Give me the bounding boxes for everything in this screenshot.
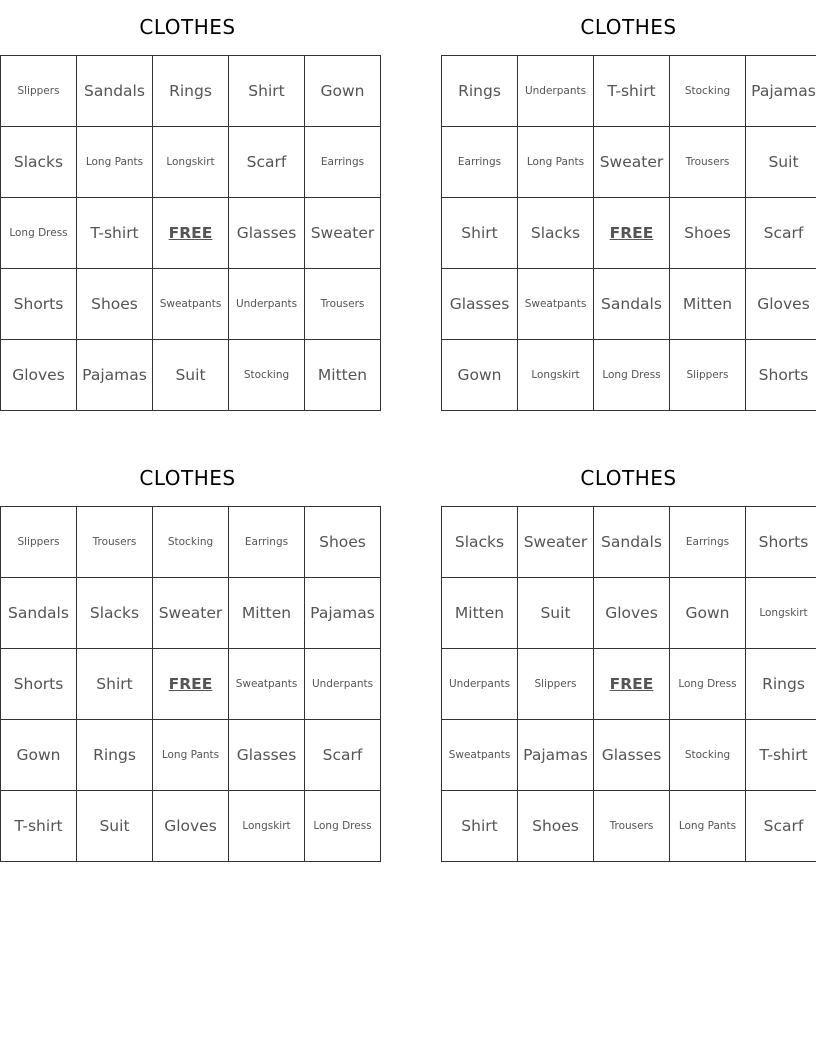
bingo-cell: T-shirt: [1, 791, 77, 862]
bingo-cell: Shirt: [442, 198, 518, 269]
bingo-card-2: [441, 0, 816, 411]
bingo-cell: Rings: [442, 56, 518, 127]
bingo-cell: Underpants: [442, 649, 518, 720]
bingo-cell: Shorts: [1, 269, 77, 340]
bingo-cell: Sandals: [594, 507, 670, 578]
bingo-cell: Pajamas: [77, 340, 153, 411]
bingo-cell: Rings: [746, 649, 816, 720]
grid-row: [1, 340, 381, 411]
card-title: CLOTHES: [139, 466, 236, 490]
bingo-cell: Earrings: [670, 507, 746, 578]
bingo-cell: Trousers: [670, 127, 746, 198]
bingo-cell: Scarf: [746, 791, 816, 862]
bingo-cell: Gown: [670, 578, 746, 649]
bingo-cell: Earrings: [229, 507, 305, 578]
bingo-cell: Pajamas: [746, 56, 816, 127]
bingo-grid: [0, 506, 381, 862]
bingo-cell: Rings: [77, 720, 153, 791]
grid-row: [1, 791, 381, 862]
bingo-cell: Sandals: [1, 578, 77, 649]
grid-row: [442, 507, 816, 578]
bingo-cell: Longskirt: [518, 340, 594, 411]
bingo-cell: Long Pants: [670, 791, 746, 862]
bingo-cell: Sweatpants: [442, 720, 518, 791]
bingo-cell: Long Pants: [518, 127, 594, 198]
bingo-cell: Trousers: [77, 507, 153, 578]
bingo-cell: Gloves: [1, 340, 77, 411]
grid-row: [1, 649, 381, 720]
bingo-cell: Gown: [1, 720, 77, 791]
bingo-cell: Stocking: [153, 507, 229, 578]
bingo-cell: Sweatpants: [153, 269, 229, 340]
bingo-cell: T-shirt: [746, 720, 816, 791]
bingo-cell: Glasses: [594, 720, 670, 791]
bingo-cell: Mitten: [305, 340, 381, 411]
bingo-cell: Shorts: [746, 507, 816, 578]
grid-row: [442, 649, 816, 720]
bingo-cell: Glasses: [442, 269, 518, 340]
bingo-cell: Pajamas: [518, 720, 594, 791]
bingo-cell: Scarf: [305, 720, 381, 791]
bingo-card-3: [0, 451, 375, 862]
bingo-cell: Sandals: [77, 56, 153, 127]
bingo-grid: [441, 55, 816, 411]
bingo-cell: Shirt: [442, 791, 518, 862]
bingo-cell: Longskirt: [229, 791, 305, 862]
bingo-cell: Suit: [77, 791, 153, 862]
bingo-cell: Mitten: [442, 578, 518, 649]
bingo-cell: Sweater: [594, 127, 670, 198]
free-cell: FREE: [594, 198, 670, 269]
bingo-cell: Stocking: [670, 720, 746, 791]
bingo-cell: Slacks: [442, 507, 518, 578]
grid-row: [442, 269, 816, 340]
bingo-grid: [441, 506, 816, 862]
bingo-cell: Rings: [153, 56, 229, 127]
bingo-cell: Trousers: [305, 269, 381, 340]
bingo-cell: Long Dress: [670, 649, 746, 720]
bingo-grid: [0, 55, 381, 411]
grid-row: [1, 198, 381, 269]
bingo-cell: Sweatpants: [229, 649, 305, 720]
card-title: CLOTHES: [139, 15, 236, 39]
grid-row: [1, 507, 381, 578]
bingo-cell: Slacks: [518, 198, 594, 269]
card-title: CLOTHES: [580, 466, 677, 490]
grid-row: [1, 56, 381, 127]
bingo-cell: Shoes: [77, 269, 153, 340]
bingo-cell: Shoes: [305, 507, 381, 578]
bingo-cell: Suit: [153, 340, 229, 411]
bingo-cell: Long Dress: [305, 791, 381, 862]
bingo-cell: Glasses: [229, 198, 305, 269]
bingo-cell: Longskirt: [153, 127, 229, 198]
bingo-cell: Longskirt: [746, 578, 816, 649]
bingo-cell: T-shirt: [77, 198, 153, 269]
grid-row: [442, 791, 816, 862]
bingo-cell: Shirt: [77, 649, 153, 720]
free-cell: FREE: [153, 649, 229, 720]
bingo-cell: Shirt: [229, 56, 305, 127]
bingo-cell: Pajamas: [305, 578, 381, 649]
bingo-cell: Suit: [746, 127, 816, 198]
bingo-cell: Slippers: [670, 340, 746, 411]
bingo-cell: Sweatpants: [518, 269, 594, 340]
bingo-cell: Sweater: [518, 507, 594, 578]
bingo-cell: Gloves: [746, 269, 816, 340]
bingo-cell: Slacks: [1, 127, 77, 198]
bingo-cell: Shoes: [670, 198, 746, 269]
bingo-cell: Slippers: [518, 649, 594, 720]
bingo-cell: Mitten: [670, 269, 746, 340]
grid-row: [442, 578, 816, 649]
bingo-cell: Slippers: [1, 56, 77, 127]
bingo-cell: Long Dress: [594, 340, 670, 411]
bingo-cell: Slacks: [77, 578, 153, 649]
bingo-cell: Sweater: [153, 578, 229, 649]
bingo-cell: Glasses: [229, 720, 305, 791]
grid-row: [1, 578, 381, 649]
bingo-cell: Scarf: [229, 127, 305, 198]
grid-row: [442, 127, 816, 198]
bingo-cell: Sandals: [594, 269, 670, 340]
grid-row: [1, 127, 381, 198]
bingo-cell: Gown: [305, 56, 381, 127]
bingo-card-1: [0, 0, 375, 411]
grid-row: [1, 720, 381, 791]
bingo-cell: Slippers: [1, 507, 77, 578]
bingo-cell: Underpants: [229, 269, 305, 340]
bingo-cell: Trousers: [594, 791, 670, 862]
bingo-cell: Earrings: [305, 127, 381, 198]
bingo-cell: Long Pants: [153, 720, 229, 791]
bingo-cell: Long Dress: [1, 198, 77, 269]
bingo-cell: Earrings: [442, 127, 518, 198]
bingo-cell: Gloves: [153, 791, 229, 862]
grid-row: [442, 340, 816, 411]
grid-row: [442, 56, 816, 127]
grid-row: [1, 269, 381, 340]
grid-row: [442, 720, 816, 791]
bingo-cell: Underpants: [305, 649, 381, 720]
bingo-cell: Shoes: [518, 791, 594, 862]
free-cell: FREE: [594, 649, 670, 720]
bingo-cell: Scarf: [746, 198, 816, 269]
bingo-cell: Gloves: [594, 578, 670, 649]
bingo-cell: Gown: [442, 340, 518, 411]
bingo-cell: Long Pants: [77, 127, 153, 198]
bingo-cell: Stocking: [229, 340, 305, 411]
bingo-cell: Stocking: [670, 56, 746, 127]
bingo-cell: T-shirt: [594, 56, 670, 127]
card-title: CLOTHES: [580, 15, 677, 39]
bingo-cell: Sweater: [305, 198, 381, 269]
bingo-cell: Shorts: [746, 340, 816, 411]
bingo-cell: Mitten: [229, 578, 305, 649]
grid-row: [442, 198, 816, 269]
bingo-cell: Shorts: [1, 649, 77, 720]
bingo-cell: Suit: [518, 578, 594, 649]
bingo-cell: Underpants: [518, 56, 594, 127]
bingo-card-4: [441, 451, 816, 862]
free-cell: FREE: [153, 198, 229, 269]
